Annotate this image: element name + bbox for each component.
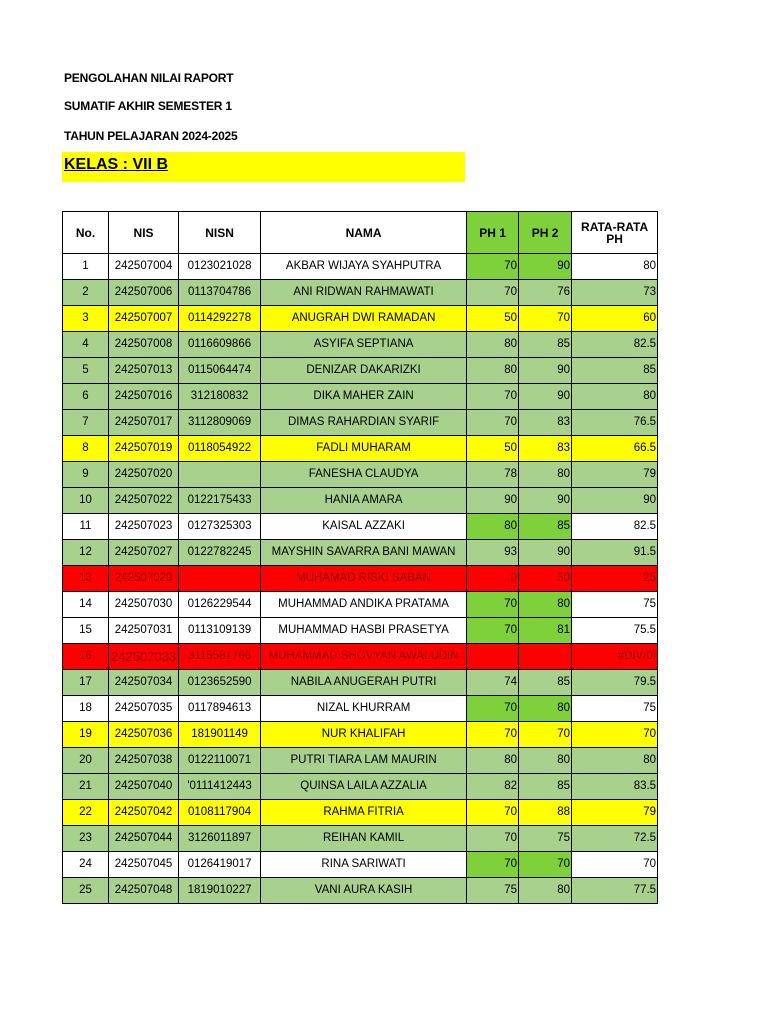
- cell-nisn[interactable]: 0113109139: [179, 618, 261, 644]
- cell-ph2[interactable]: 90: [519, 540, 572, 566]
- cell-nama[interactable]: AKBAR WIJAYA SYAHPUTRA: [261, 254, 467, 280]
- cell-ph2[interactable]: 80: [519, 748, 572, 774]
- cell-no[interactable]: 10: [63, 488, 109, 514]
- table-row: [63, 358, 658, 384]
- cell-no[interactable]: 13: [63, 566, 109, 592]
- cell-ph1[interactable]: 70: [467, 696, 519, 722]
- table-row: [63, 826, 658, 852]
- cell-nisn[interactable]: 0114292278: [179, 306, 261, 332]
- cell-no[interactable]: 12: [63, 540, 109, 566]
- cell-nis[interactable]: 242507048: [109, 878, 179, 904]
- title-line-2: SUMATIF AKHIR SEMESTER 1: [64, 99, 232, 113]
- cell-nama[interactable]: RINA SARIWATI: [261, 852, 467, 878]
- table-row: [63, 722, 658, 748]
- cell-nama[interactable]: DENIZAR DAKARIZKI: [261, 358, 467, 384]
- grades-table: [62, 211, 658, 904]
- cell-rata[interactable]: 79: [572, 800, 658, 826]
- cell-nis[interactable]: 242507007: [109, 306, 179, 332]
- cell-no[interactable]: 8: [63, 436, 109, 462]
- cell-nisn[interactable]: 0122782245: [179, 540, 261, 566]
- cell-nis[interactable]: 242507036: [109, 722, 179, 748]
- cell-nama[interactable]: NIZAL KHURRAM: [261, 696, 467, 722]
- cell-nama[interactable]: DIKA MAHER ZAIN: [261, 384, 467, 410]
- cell-rata[interactable]: 90: [572, 488, 658, 514]
- title-line-3: TAHUN PELAJARAN 2024-2025: [64, 129, 238, 143]
- cell-ph1[interactable]: 80: [467, 514, 519, 540]
- cell-no[interactable]: 1: [63, 254, 109, 280]
- cell-ph1[interactable]: 70: [467, 852, 519, 878]
- cell-rata[interactable]: 91.5: [572, 540, 658, 566]
- cell-rata[interactable]: 75: [572, 696, 658, 722]
- class-label: KELAS : VII B: [64, 156, 169, 173]
- cell-nama[interactable]: ANI RIDWAN RAHMAWATI: [261, 280, 467, 306]
- cell-no[interactable]: 18: [63, 696, 109, 722]
- cell-ph2[interactable]: 80: [519, 878, 572, 904]
- table-row: [63, 410, 658, 436]
- cell-ph1[interactable]: 50: [467, 306, 519, 332]
- cell-ph1[interactable]: 70: [467, 410, 519, 436]
- cell-rata[interactable]: 85: [572, 358, 658, 384]
- cell-nisn[interactable]: 0117894613: [179, 696, 261, 722]
- cell-rata[interactable]: 80: [572, 384, 658, 410]
- cell-no[interactable]: 11: [63, 514, 109, 540]
- cell-nis[interactable]: 242507004: [109, 254, 179, 280]
- cell-ph2[interactable]: 90: [519, 488, 572, 514]
- cell-nama[interactable]: FADLI MUHARAM: [261, 436, 467, 462]
- cell-nis[interactable]: 242507029: [109, 566, 179, 592]
- table-row: [63, 306, 658, 332]
- cell-nisn[interactable]: 0123021028: [179, 254, 261, 280]
- table-row: [63, 852, 658, 878]
- cell-nisn[interactable]: 3115581766: [179, 644, 261, 670]
- cell-no[interactable]: 25: [63, 878, 109, 904]
- cell-no[interactable]: 9: [63, 462, 109, 488]
- col-header-nis[interactable]: NIS: [109, 212, 179, 254]
- cell-nisn[interactable]: 0113704786: [179, 280, 261, 306]
- cell-rata[interactable]: 70: [572, 852, 658, 878]
- table-row: [63, 696, 658, 722]
- cell-ph2[interactable]: 85: [519, 332, 572, 358]
- cell-ph2[interactable]: 85: [519, 670, 572, 696]
- cell-nama[interactable]: MUHAMMAD ANDIKA PRATAMA: [261, 592, 467, 618]
- col-header-ph1[interactable]: PH 1: [467, 212, 519, 254]
- table-row: [63, 384, 658, 410]
- cell-ph1[interactable]: 70: [467, 826, 519, 852]
- cell-nis[interactable]: 242507027: [109, 540, 179, 566]
- table-row: [63, 540, 658, 566]
- cell-nis[interactable]: 242507006: [109, 280, 179, 306]
- cell-nis[interactable]: 242507020: [109, 462, 179, 488]
- cell-rata[interactable]: 70: [572, 722, 658, 748]
- cell-ph1[interactable]: 93: [467, 540, 519, 566]
- cell-nama[interactable]: REIHAN KAMIL: [261, 826, 467, 852]
- cell-nama[interactable]: HANIA AMARA: [261, 488, 467, 514]
- cell-nama[interactable]: VANI AURA KASIH: [261, 878, 467, 904]
- cell-ph2[interactable]: 70: [519, 306, 572, 332]
- cell-ph2[interactable]: 80: [519, 462, 572, 488]
- cell-no[interactable]: 19: [63, 722, 109, 748]
- cell-no[interactable]: 17: [63, 670, 109, 696]
- cell-rata[interactable]: 79.5: [572, 670, 658, 696]
- cell-ph1[interactable]: 80: [467, 358, 519, 384]
- cell-no[interactable]: 14: [63, 592, 109, 618]
- cell-ph2[interactable]: 80: [519, 592, 572, 618]
- cell-no[interactable]: 16: [63, 644, 109, 670]
- cell-ph1[interactable]: 70: [467, 592, 519, 618]
- cell-no[interactable]: 6: [63, 384, 109, 410]
- cell-ph1[interactable]: 0: [467, 566, 519, 592]
- cell-no[interactable]: 24: [63, 852, 109, 878]
- table-row: [63, 670, 658, 696]
- cell-nis[interactable]: 242507040: [109, 774, 179, 800]
- cell-ph1[interactable]: 82: [467, 774, 519, 800]
- cell-no[interactable]: 2: [63, 280, 109, 306]
- cell-nis[interactable]: 242507016: [109, 384, 179, 410]
- table-row: [63, 774, 658, 800]
- cell-ph2[interactable]: 76: [519, 280, 572, 306]
- cell-nisn[interactable]: 0116609866: [179, 332, 261, 358]
- table-row: [63, 280, 658, 306]
- cell-ph2[interactable]: 90: [519, 254, 572, 280]
- table-row: [63, 254, 658, 280]
- cell-rata[interactable]: 60: [572, 306, 658, 332]
- cell-nis[interactable]: 242507031: [109, 618, 179, 644]
- cell-rata[interactable]: 75.5: [572, 618, 658, 644]
- cell-nis[interactable]: 242507034: [109, 670, 179, 696]
- cell-ph1[interactable]: 70: [467, 254, 519, 280]
- cell-ph2[interactable]: 81: [519, 618, 572, 644]
- cell-rata[interactable]: 76.5: [572, 410, 658, 436]
- cell-ph2[interactable]: [519, 644, 572, 670]
- cell-no[interactable]: 7: [63, 410, 109, 436]
- cell-nisn[interactable]: 0115064474: [179, 358, 261, 384]
- col-header-no[interactable]: No.: [63, 212, 109, 254]
- cell-no[interactable]: 3: [63, 306, 109, 332]
- cell-nama[interactable]: NUR KHALIFAH: [261, 722, 467, 748]
- col-header-nama[interactable]: NAMA: [261, 212, 467, 254]
- cell-nisn[interactable]: 0122175433: [179, 488, 261, 514]
- cell-nama[interactable]: MAYSHIN SAVARRA BANI MAWAN: [261, 540, 467, 566]
- cell-nama[interactable]: MUHAMMAD HASBI PRASETYA: [261, 618, 467, 644]
- cell-ph1[interactable]: 70: [467, 800, 519, 826]
- table-row: [63, 878, 658, 904]
- table-row: [63, 462, 658, 488]
- col-header-nisn[interactable]: NISN: [179, 212, 261, 254]
- cell-rata[interactable]: 77.5: [572, 878, 658, 904]
- table-row: [63, 644, 658, 670]
- cell-rata[interactable]: 80: [572, 254, 658, 280]
- cell-rata[interactable]: 75: [572, 592, 658, 618]
- cell-ph1[interactable]: 70: [467, 280, 519, 306]
- cell-nama[interactable]: MUHAMAD RISKI SABAN: [261, 566, 467, 592]
- cell-nis[interactable]: 242507013: [109, 358, 179, 384]
- cell-nis[interactable]: 242507022: [109, 488, 179, 514]
- cell-rata[interactable]: 80: [572, 748, 658, 774]
- cell-nis[interactable]: 242507045: [109, 852, 179, 878]
- col-header-rata[interactable]: RATA-RATA PH: [572, 212, 658, 254]
- title-line-1: PENGOLAHAN NILAI RAPORT: [64, 71, 234, 85]
- cell-ph2[interactable]: 70: [519, 722, 572, 748]
- table-row: [63, 488, 658, 514]
- cell-ph2[interactable]: 90: [519, 384, 572, 410]
- cell-nis[interactable]: 242507030: [109, 592, 179, 618]
- cell-nis[interactable]: 242507035: [109, 696, 179, 722]
- cell-rata[interactable]: 82.5: [572, 332, 658, 358]
- cell-no[interactable]: 23: [63, 826, 109, 852]
- cell-rata[interactable]: 25: [572, 566, 658, 592]
- cell-ph2[interactable]: 75: [519, 826, 572, 852]
- cell-nisn[interactable]: [179, 566, 261, 592]
- cell-nis[interactable]: 242507019: [109, 436, 179, 462]
- cell-nisn[interactable]: [179, 462, 261, 488]
- cell-nama[interactable]: PUTRI TIARA LAM MAURIN: [261, 748, 467, 774]
- cell-rata[interactable]: 66.5: [572, 436, 658, 462]
- table-row: [63, 618, 658, 644]
- cell-nisn[interactable]: 3126011897: [179, 826, 261, 852]
- cell-ph2[interactable]: 83: [519, 410, 572, 436]
- cell-nis[interactable]: 242507038: [109, 748, 179, 774]
- table-row: [63, 592, 658, 618]
- cell-no[interactable]: 22: [63, 800, 109, 826]
- table-row: [63, 514, 658, 540]
- class-banner: [62, 152, 465, 182]
- cell-ph1[interactable]: 78: [467, 462, 519, 488]
- cell-nama[interactable]: KAISAL AZZAKI: [261, 514, 467, 540]
- cell-no[interactable]: 15: [63, 618, 109, 644]
- cell-ph1[interactable]: 75: [467, 878, 519, 904]
- cell-no[interactable]: 4: [63, 332, 109, 358]
- cell-ph1[interactable]: 50: [467, 436, 519, 462]
- cell-nama[interactable]: QUINSA LAILA AZZALIA: [261, 774, 467, 800]
- cell-nama[interactable]: DIMAS RAHARDIAN SYARIF: [261, 410, 467, 436]
- cell-no[interactable]: 21: [63, 774, 109, 800]
- cell-nis[interactable]: 242507044: [109, 826, 179, 852]
- cell-ph2[interactable]: 90: [519, 358, 572, 384]
- cell-ph1[interactable]: 80: [467, 332, 519, 358]
- cell-nisn[interactable]: 0126229544: [179, 592, 261, 618]
- cell-ph2[interactable]: 70: [519, 852, 572, 878]
- cell-ph1[interactable]: 90: [467, 488, 519, 514]
- cell-rata[interactable]: 72.5: [572, 826, 658, 852]
- cell-nisn[interactable]: 181901149: [179, 722, 261, 748]
- table-row: [63, 748, 658, 774]
- table-row: [63, 566, 658, 592]
- cell-ph1[interactable]: 74: [467, 670, 519, 696]
- cell-nisn[interactable]: 1819010227: [179, 878, 261, 904]
- cell-nisn[interactable]: 0127325303: [179, 514, 261, 540]
- cell-ph1[interactable]: 70: [467, 384, 519, 410]
- cell-nama[interactable]: ASYIFA SEPTIANA: [261, 332, 467, 358]
- cell-ph1[interactable]: [467, 644, 519, 670]
- cell-ph2[interactable]: 85: [519, 774, 572, 800]
- cell-nisn[interactable]: 312180832: [179, 384, 261, 410]
- header-row: [63, 212, 658, 254]
- cell-ph1[interactable]: 70: [467, 618, 519, 644]
- cell-nisn[interactable]: 3112809069: [179, 410, 261, 436]
- cell-rata[interactable]: #DIV/0!: [572, 644, 658, 670]
- cell-no[interactable]: 20: [63, 748, 109, 774]
- cell-ph2[interactable]: 83: [519, 436, 572, 462]
- cell-nisn[interactable]: 0126419017: [179, 852, 261, 878]
- cell-rata[interactable]: 82.5: [572, 514, 658, 540]
- col-header-ph2[interactable]: PH 2: [519, 212, 572, 254]
- cell-nis[interactable]: 242507023: [109, 514, 179, 540]
- cell-rata[interactable]: 83.5: [572, 774, 658, 800]
- cell-nama[interactable]: ANUGRAH DWI RAMADAN: [261, 306, 467, 332]
- cell-nis[interactable]: 242507033: [109, 644, 179, 670]
- cell-nama[interactable]: NABILA ANUGERAH PUTRI: [261, 670, 467, 696]
- cell-ph2[interactable]: 88: [519, 800, 572, 826]
- cell-ph2[interactable]: 85: [519, 514, 572, 540]
- cell-nis[interactable]: 242507008: [109, 332, 179, 358]
- cell-rata[interactable]: 73: [572, 280, 658, 306]
- cell-nis[interactable]: 242507042: [109, 800, 179, 826]
- cell-nisn[interactable]: '0111412443: [179, 774, 261, 800]
- cell-nisn[interactable]: 0123652590: [179, 670, 261, 696]
- cell-ph1[interactable]: 70: [467, 722, 519, 748]
- table-body: [63, 254, 658, 904]
- cell-ph2[interactable]: 80: [519, 696, 572, 722]
- cell-ph2[interactable]: 50: [519, 566, 572, 592]
- cell-nisn[interactable]: 0122110071: [179, 748, 261, 774]
- cell-nama[interactable]: RAHMA FITRIA: [261, 800, 467, 826]
- cell-nisn[interactable]: 0118054922: [179, 436, 261, 462]
- table-row: [63, 436, 658, 462]
- cell-no[interactable]: 5: [63, 358, 109, 384]
- cell-nama[interactable]: FANESHA CLAUDYA: [261, 462, 467, 488]
- table-row: [63, 332, 658, 358]
- cell-nama[interactable]: MUHAMMAD SHOVYAN AWALUDIN: [261, 644, 467, 670]
- cell-nisn[interactable]: 0108117904: [179, 800, 261, 826]
- cell-ph1[interactable]: 80: [467, 748, 519, 774]
- cell-nis[interactable]: 242507017: [109, 410, 179, 436]
- cell-rata[interactable]: 79: [572, 462, 658, 488]
- table-row: [63, 800, 658, 826]
